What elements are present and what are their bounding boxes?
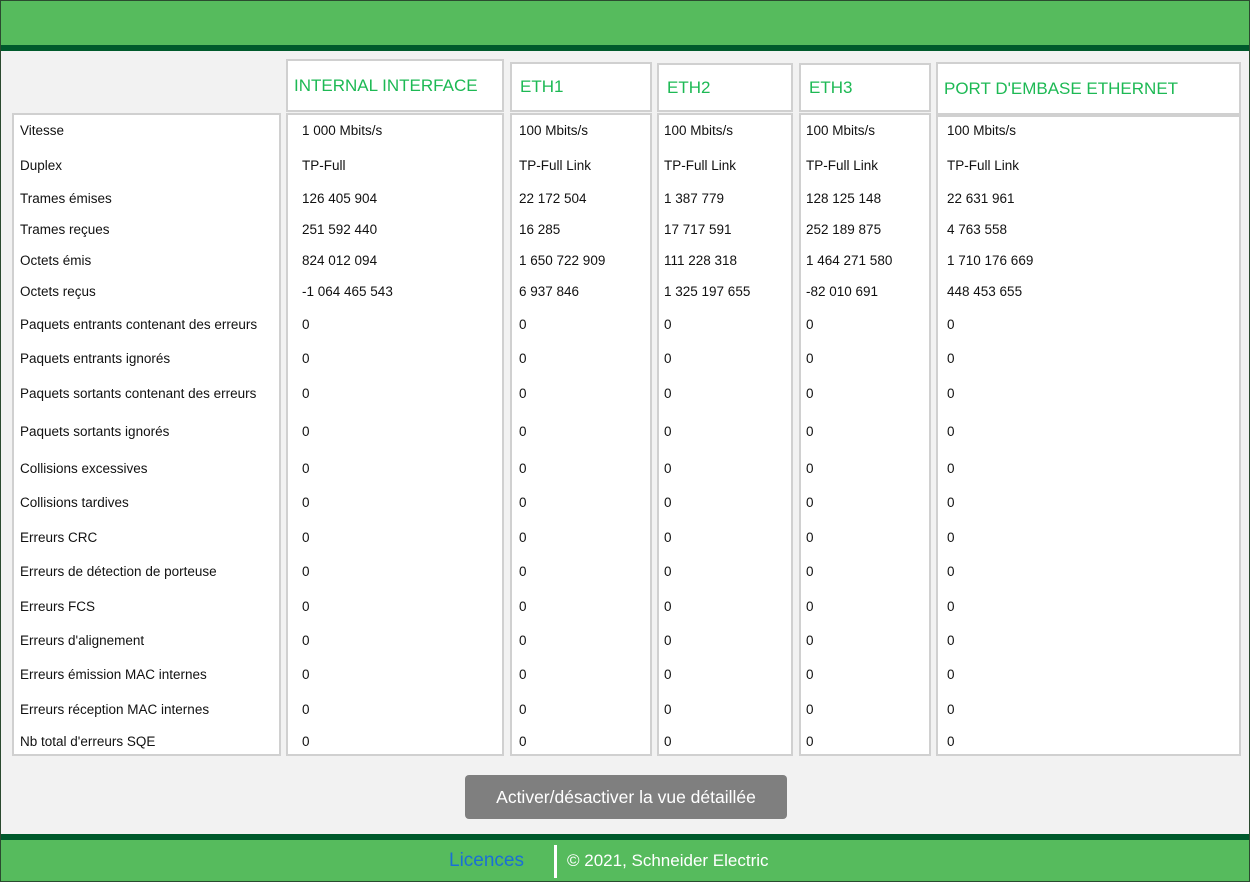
table-cell-internal: 0: [302, 734, 310, 749]
table-cell-eth3: 0: [806, 351, 814, 366]
table-cell-internal: 0: [302, 667, 310, 682]
table-cell-internal: 0: [302, 424, 310, 439]
table-cell-eth1: 100 Mbits/s: [519, 123, 589, 138]
licences-link[interactable]: Licences: [449, 850, 524, 871]
column-eth2: [657, 113, 793, 756]
table-cell-internal: 0: [302, 633, 310, 648]
table-cell-eth3: 252 189 875: [806, 222, 882, 237]
copyright-text: © 2021, Schneider Electric: [567, 851, 769, 870]
table-cell-eth1: 0: [519, 702, 527, 717]
table-cell-internal: TP-Full: [302, 158, 346, 173]
table-cell-eth2: 0: [664, 386, 672, 401]
row-label: Paquets entrants ignorés: [20, 351, 171, 366]
table-cell-eth3: 0: [806, 386, 814, 401]
table-cell-eth3: 1 464 271 580: [806, 253, 893, 268]
table-cell-eth1: 16 285: [519, 222, 561, 237]
column-header-internal: [286, 59, 504, 112]
table-cell-eth2: 0: [664, 599, 672, 614]
table-cell-internal: 0: [302, 702, 310, 717]
row-label: Trames émises: [20, 191, 112, 206]
row-label: Trames reçues: [20, 222, 110, 237]
table-cell-eth1: 22 172 504: [519, 191, 587, 206]
row-label: Paquets entrants contenant des erreurs: [20, 317, 258, 332]
row-label: Octets émis: [20, 253, 92, 268]
table-cell-embase: TP-Full Link: [947, 158, 1020, 173]
table-cell-eth2: 1 387 779: [664, 191, 725, 206]
table-cell-eth2: 0: [664, 564, 672, 579]
table-cell-eth2: 0: [664, 495, 672, 510]
table-cell-embase: 0: [947, 351, 955, 366]
column-header-eth3: [799, 63, 931, 112]
row-label: Paquets sortants contenant des erreurs: [20, 386, 257, 401]
table-cell-eth3: 100 Mbits/s: [806, 123, 876, 138]
table-cell-eth3: 0: [806, 424, 814, 439]
table-cell-eth3: 0: [806, 702, 814, 717]
table-cell-eth3: TP-Full Link: [806, 158, 879, 173]
table-cell-eth2: 0: [664, 351, 672, 366]
table-cell-embase: 100 Mbits/s: [947, 123, 1017, 138]
column-header-embase: [936, 62, 1241, 115]
table-cell-eth3: 0: [806, 599, 814, 614]
table-cell-internal: 0: [302, 495, 310, 510]
table-cell-eth3: 0: [806, 667, 814, 682]
table-cell-eth2: 0: [664, 702, 672, 717]
table-cell-eth1: 0: [519, 351, 527, 366]
row-label: Erreurs d'alignement: [20, 633, 145, 648]
column-header-eth2: [657, 63, 793, 112]
column-eth1: [510, 113, 652, 756]
table-cell-eth3: 0: [806, 461, 814, 476]
table-cell-eth1: 0: [519, 599, 527, 614]
table-cell-internal: 0: [302, 530, 310, 545]
table-cell-eth1: 6 937 846: [519, 284, 580, 299]
table-cell-eth1: 0: [519, 495, 527, 510]
row-label: Duplex: [20, 158, 63, 173]
table-cell-embase: 0: [947, 530, 955, 545]
row-label: Nb total d'erreurs SQE: [20, 734, 156, 749]
column-internal: [286, 113, 504, 756]
table-cell-eth2: TP-Full Link: [664, 158, 737, 173]
table-cell-eth3: 128 125 148: [806, 191, 882, 206]
table-cell-embase: 4 763 558: [947, 222, 1008, 237]
table-cell-internal: -1 064 465 543: [302, 284, 393, 299]
column-embase: [936, 115, 1241, 756]
header-rule: [1, 45, 1249, 51]
table-cell-eth2: 0: [664, 530, 672, 545]
table-cell-eth2: 0: [664, 667, 672, 682]
table-cell-internal: 251 592 440: [302, 222, 378, 237]
table-cell-eth2: 0: [664, 461, 672, 476]
row-label: Erreurs émission MAC internes: [20, 667, 207, 682]
table-cell-embase: 0: [947, 386, 955, 401]
table-cell-eth1: 0: [519, 633, 527, 648]
table-cell-embase: 0: [947, 564, 955, 579]
table-cell-eth1: 0: [519, 530, 527, 545]
column-header-label: ETH1: [520, 77, 564, 96]
header-band: [1, 1, 1249, 45]
table-cell-eth1: 1 650 722 909: [519, 253, 606, 268]
table-cell-internal: 126 405 904: [302, 191, 378, 206]
table-cell-eth1: 0: [519, 424, 527, 439]
table-cell-eth1: 0: [519, 317, 527, 332]
column-header-label: INTERNAL INTERFACE: [294, 75, 478, 95]
row-label: Collisions tardives: [20, 495, 129, 510]
table-cell-eth2: 0: [664, 424, 672, 439]
column-header-label: PORT D'EMBASE ETHERNET: [944, 78, 1179, 98]
table-cell-eth3: 0: [806, 564, 814, 579]
table-cell-eth2: 111 228 318: [664, 253, 738, 268]
table-cell-eth3: -82 010 691: [806, 284, 879, 299]
footer-separator: [554, 845, 557, 878]
table-cell-embase: 0: [947, 317, 955, 332]
table-cell-eth1: 0: [519, 564, 527, 579]
row-label: Erreurs FCS: [20, 599, 96, 614]
table-cell-embase: 0: [947, 599, 955, 614]
table-cell-eth3: 0: [806, 734, 814, 749]
table-cell-eth2: 0: [664, 317, 672, 332]
table-cell-internal: 824 012 094: [302, 253, 378, 268]
table-cell-eth1: 0: [519, 734, 527, 749]
table-cell-eth1: TP-Full Link: [519, 158, 592, 173]
row-label: Vitesse: [20, 123, 65, 138]
table-cell-eth3: 0: [806, 495, 814, 510]
table-cell-internal: 0: [302, 351, 310, 366]
row-label: Paquets sortants ignorés: [20, 424, 170, 439]
column-header-eth1: [510, 62, 652, 112]
table-cell-eth3: 0: [806, 530, 814, 545]
column-header-label: ETH3: [809, 77, 853, 97]
table-cell-eth2: 0: [664, 734, 672, 749]
row-label: Collisions excessives: [20, 461, 148, 476]
table-cell-embase: 0: [947, 633, 955, 648]
row-label: Erreurs réception MAC internes: [20, 702, 210, 717]
toggle-detailed-view-button[interactable]: Activer/désactiver la vue détaillée: [465, 775, 787, 819]
table-cell-internal: 0: [302, 317, 310, 332]
table-cell-eth1: 0: [519, 461, 527, 476]
table-cell-eth2: 1 325 197 655: [664, 284, 751, 299]
table-cell-embase: 1 710 176 669: [947, 253, 1034, 268]
table-cell-internal: 0: [302, 599, 310, 614]
table-cell-eth3: 0: [806, 633, 814, 648]
table-cell-internal: 0: [302, 461, 310, 476]
table-cell-embase: 0: [947, 424, 955, 439]
table-cell-eth2: 100 Mbits/s: [664, 123, 734, 138]
table-cell-eth1: 0: [519, 667, 527, 682]
row-label: Octets reçus: [20, 284, 96, 299]
table-cell-embase: 0: [947, 667, 955, 682]
row-label: Erreurs CRC: [20, 530, 98, 545]
table-cell-embase: 448 453 655: [947, 284, 1023, 299]
table-cell-embase: 0: [947, 702, 955, 717]
table-cell-embase: 22 631 961: [947, 191, 1015, 206]
table-cell-internal: 0: [302, 564, 310, 579]
table-cell-internal: 0: [302, 386, 310, 401]
table-cell-eth1: 0: [519, 386, 527, 401]
table-cell-eth2: 0: [664, 633, 672, 648]
table-cell-embase: 0: [947, 461, 955, 476]
table-cell-embase: 0: [947, 495, 955, 510]
table-cell-eth2: 17 717 591: [664, 222, 732, 237]
row-label: Erreurs de détection de porteuse: [20, 564, 217, 579]
column-eth3: [799, 113, 931, 756]
table-cell-internal: 1 000 Mbits/s: [302, 123, 383, 138]
table-cell-eth3: 0: [806, 317, 814, 332]
table-cell-embase: 0: [947, 734, 955, 749]
column-header-label: ETH2: [667, 77, 711, 97]
